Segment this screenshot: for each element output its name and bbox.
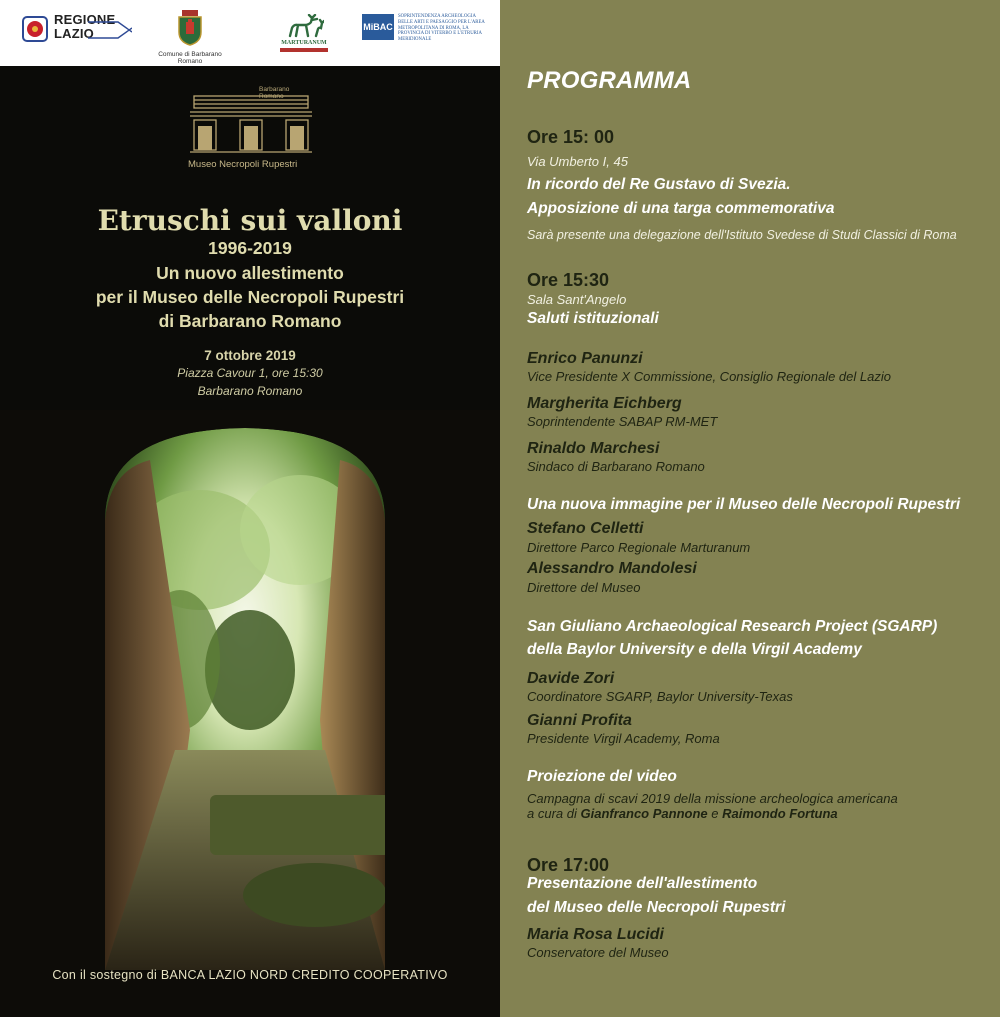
event-town: Barbarano Romano: [197, 384, 303, 398]
mibac-logo: [362, 0, 487, 66]
session-1-time: Ore 15: 00: [527, 127, 615, 147]
mibac-mark: MiBAC: [362, 14, 394, 40]
event-subtitle-line-2: per il Museo delle Necropoli Rupestri: [95, 287, 405, 307]
session-4-title-line-1: San Giuliano Archaeological Research Project (SGARP): [527, 618, 938, 635]
session-1-note: Sarà presente una delegazione dell'Istituto Svedese di Studi Classici di Roma: [527, 228, 957, 242]
speaker-role: Coordinatore SGARP, Baylor University-Texas: [527, 689, 793, 704]
credit-name: Raimondo Fortuna: [722, 806, 838, 821]
speaker-role: Conservatore del Museo: [527, 945, 669, 960]
session-6-title-line-2: del Museo delle Necropoli Rupestri: [527, 899, 786, 916]
deer-icon: [284, 14, 324, 38]
regione-lazio-logo: [18, 0, 136, 66]
programma-title: PROGRAMMA: [527, 67, 692, 94]
museo-brand-top: Barbarano Romano: [259, 86, 290, 100]
session-2-time: Ore 15:30: [527, 270, 610, 290]
regione-lazio-wordmark: REGIONE LAZIO: [54, 12, 116, 41]
event-title: Etruschi sui valloni: [97, 204, 403, 237]
regione-lazio-lines-icon: [88, 18, 132, 42]
session-6-time: Ore 17:00: [527, 855, 610, 875]
marturanum-bar: [280, 48, 328, 52]
speaker-role: Presidente Virgil Academy, Roma: [527, 731, 720, 746]
session-2-venue: Sala Sant'Angelo: [527, 292, 627, 307]
speaker-role: Direttore Parco Regionale Marturanum: [527, 540, 751, 555]
session-4-title-line-2: della Baylor University e della Virgil Academy: [527, 641, 862, 658]
speaker-name: Maria Rosa Lucidi: [527, 926, 664, 943]
session-1-venue: Via Umberto I, 45: [527, 154, 628, 169]
session-3-title: Una nuova immagine per il Museo delle Necropoli Rupestri: [527, 496, 961, 513]
session-1-title-line-1: In ricordo del Re Gustavo di Svezia.: [527, 176, 791, 193]
event-years: 1996-2019: [208, 238, 292, 258]
comune-caption: Comune di Barbarano Romano: [158, 51, 222, 65]
speaker-name: Davide Zori: [527, 670, 615, 687]
sponsor-line: Con il sostegno di BANCA LAZIO NORD CREDITO COOPERATIVO: [52, 968, 448, 982]
session-1-title-line-2: Apposizione di una targa commemorativa: [527, 200, 835, 217]
regione-lazio-emblem-icon: [22, 16, 48, 42]
speaker-role: Soprintendente SABAP RM-MET: [527, 414, 718, 429]
marturanum-caption: MARTURANUM: [281, 40, 327, 46]
session-2-title: Saluti istituzionali: [527, 310, 659, 327]
event-subtitle-line-1: Un nuovo allestimento: [156, 263, 344, 283]
speaker-name: Stefano Celletti: [527, 520, 644, 537]
soprintendenza-text: SOPRINTENDENZA ARCHEOLOGIA BELLE ARTI E PAESAGGIO PER L'AREA METROPOLITANA DI ROMA, LA PROVINCIA DI VITERBO E L'ETRURIA MERIDIONALE: [398, 14, 485, 43]
temple-facade-icon: [188, 90, 314, 156]
sponsor-logo-bar: [0, 0, 500, 66]
comune-logo: [146, 0, 234, 66]
session-5-credits: a cura di Gianfranco Pannone e Raimondo Fortuna: [527, 806, 838, 821]
speaker-role: Direttore del Museo: [527, 580, 641, 595]
marturanum-logo: [276, 0, 332, 66]
speaker-name: Gianni Profita: [527, 712, 632, 729]
programma-panel: [500, 0, 1000, 1017]
speaker-name: Margherita Eichberg: [527, 395, 682, 412]
museo-logo: [188, 86, 314, 176]
speaker-name: Enrico Panunzi: [527, 350, 643, 367]
speaker-name: Rinaldo Marchesi: [527, 440, 660, 457]
comune-crest-icon: [176, 10, 204, 46]
rock-cut-passage-photo: [0, 410, 500, 1017]
speaker-role: Sindaco di Barbarano Romano: [527, 459, 705, 474]
credit-name: Gianfranco Pannone: [580, 806, 708, 821]
museo-brand: Museo Necropoli Rupestri: [188, 159, 298, 170]
speaker-name: Alessandro Mandolesi: [527, 560, 697, 577]
event-date: 7 ottobre 2019: [204, 348, 296, 363]
event-subtitle-line-3: di Barbarano Romano: [158, 311, 342, 331]
speaker-role: Vice Presidente X Commissione, Consiglio Regionale del Lazio: [527, 369, 891, 384]
event-place: Piazza Cavour 1, ore 15:30: [177, 366, 323, 380]
session-5-description: Campagna di scavi 2019 della missione archeologica americana: [527, 791, 898, 806]
session-6-title-line-1: Presentazione dell'allestimento: [527, 875, 758, 892]
session-5-title: Proiezione del video: [527, 768, 677, 785]
